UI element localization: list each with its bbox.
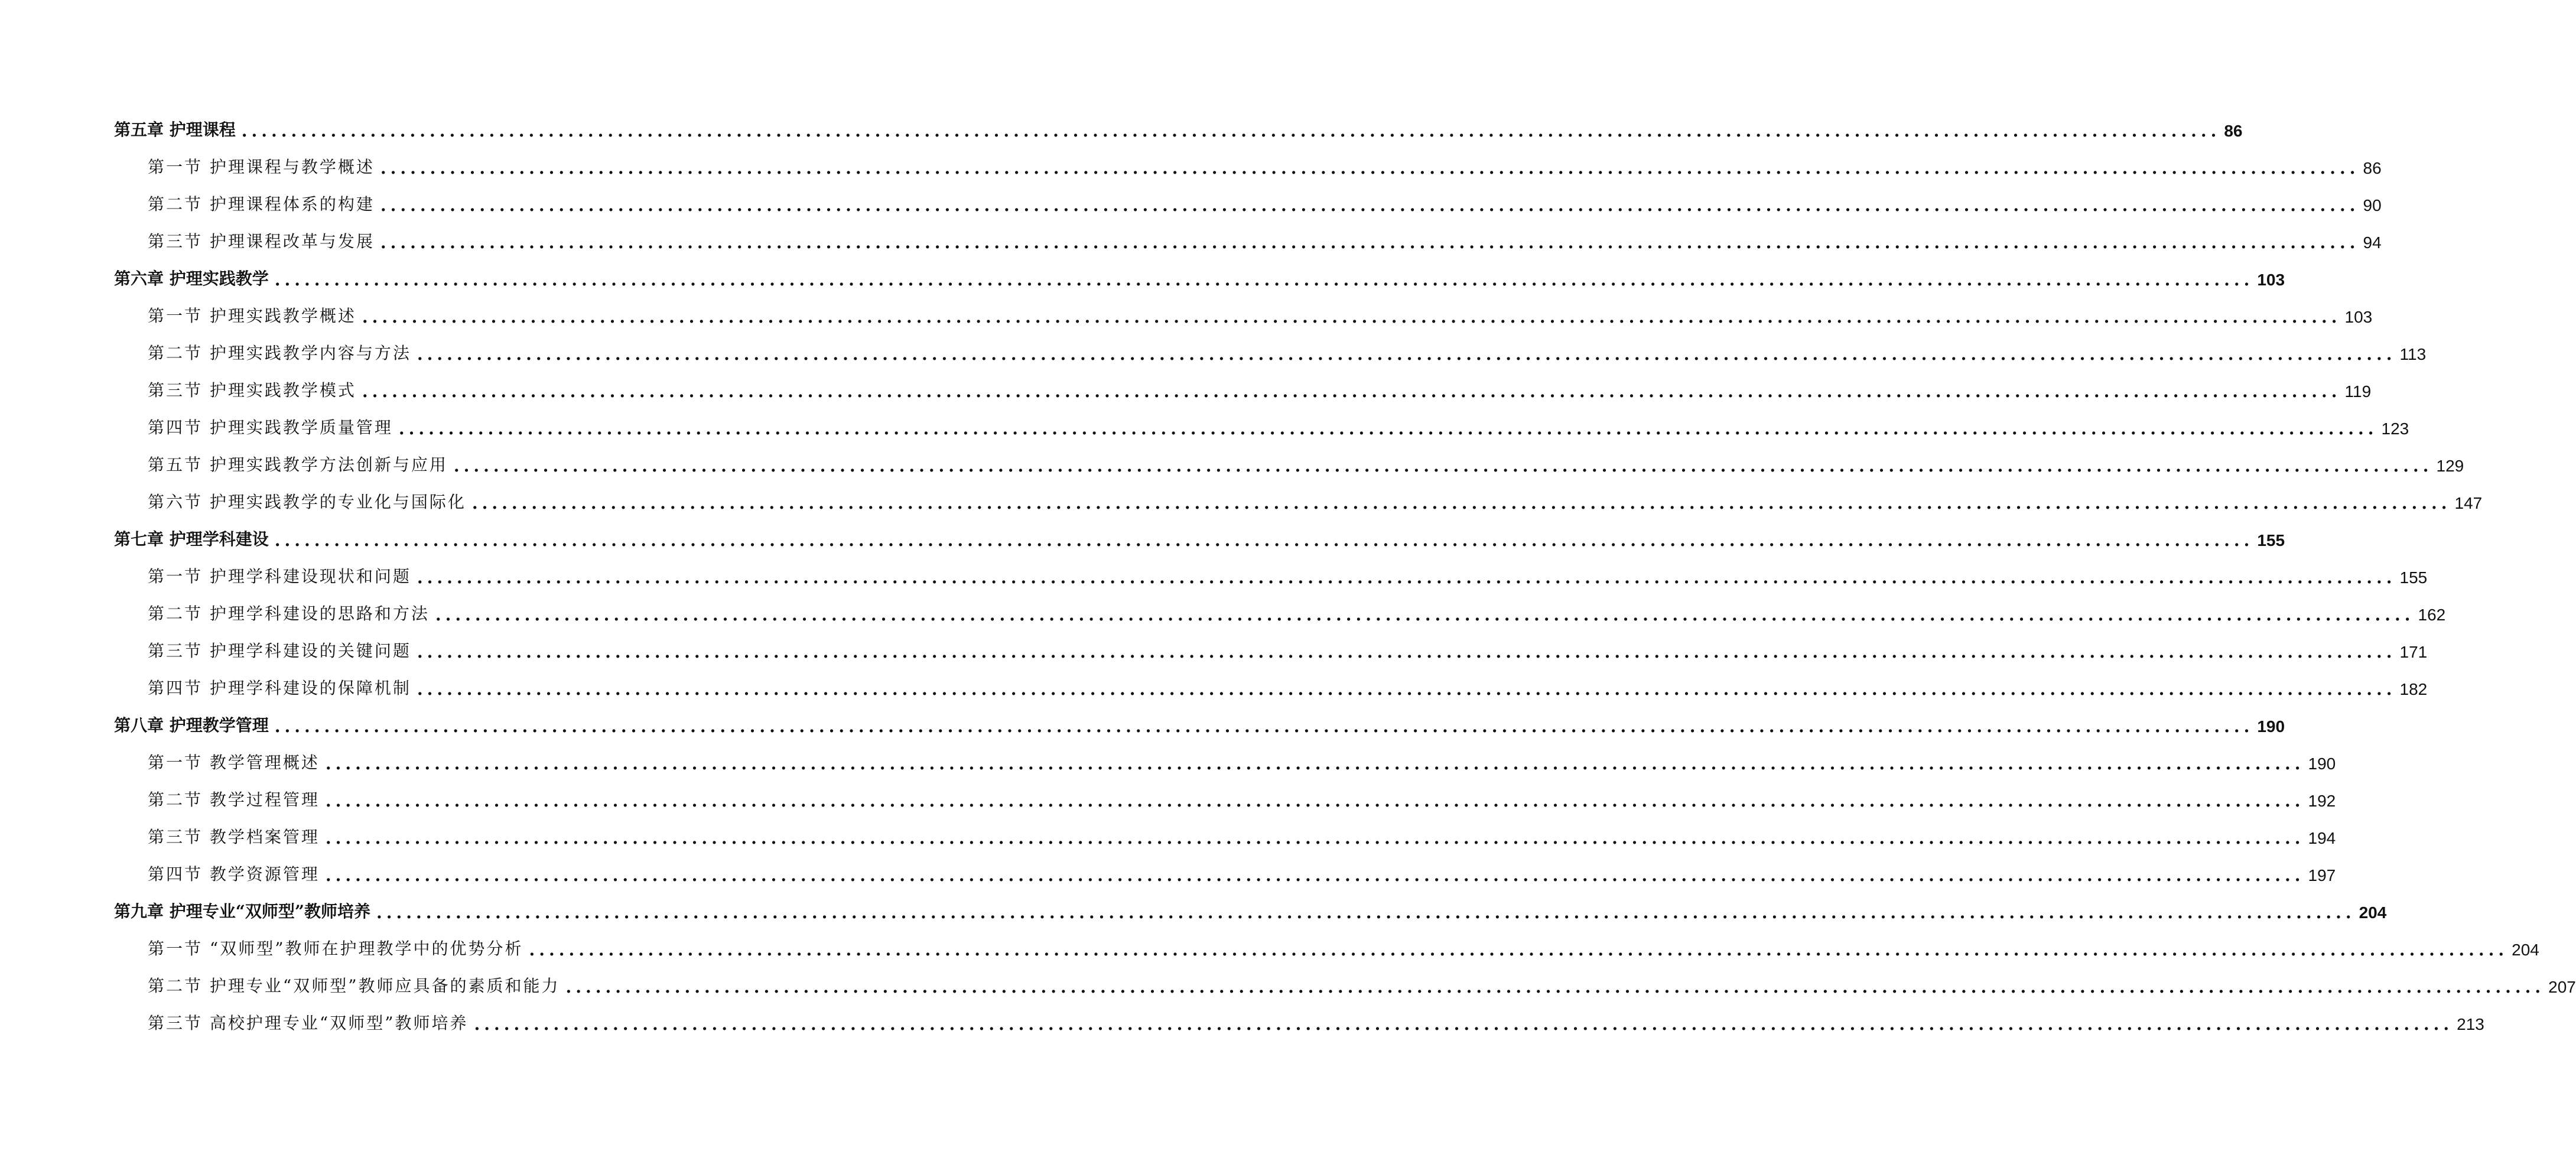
toc-leader-dots: ........................................................................................................................................................................................................ bbox=[274, 531, 2254, 550]
toc-entry-title: 第九章 护理专业“双师型”教师培养 bbox=[114, 902, 370, 921]
toc-leader-dots: ........................................................................................................................................................................................................ bbox=[380, 196, 2360, 215]
toc-entry[interactable] bbox=[0, 968, 2576, 1005]
toc-entry-title: 第三节 护理课程改革与发展 bbox=[148, 232, 375, 251]
toc-entry-title: 第四节 教学资源管理 bbox=[148, 864, 320, 884]
toc-page-number: 162 bbox=[2418, 606, 2446, 624]
toc-entry-title: 第一节 护理学科建设现状和问题 bbox=[148, 567, 411, 586]
toc-entry[interactable] bbox=[0, 893, 2387, 931]
toc-leader-dots: ........................................................................................................................................................................................................ bbox=[474, 1014, 2454, 1034]
toc-page-number: 155 bbox=[2257, 531, 2285, 549]
toc-page-number: 86 bbox=[2224, 122, 2243, 140]
toc-page-number: 147 bbox=[2454, 494, 2483, 512]
toc-entry[interactable] bbox=[0, 372, 2372, 409]
toc-entry[interactable] bbox=[0, 149, 2382, 186]
toc-leader-dots: ........................................................................................................................................................................................................ bbox=[274, 717, 2254, 736]
toc-entry-title: 第六章 护理实践教学 bbox=[114, 269, 269, 288]
toc-leader-dots: ........................................................................................................................................................................................................ bbox=[398, 419, 2378, 438]
toc-page-number: 197 bbox=[2308, 866, 2336, 884]
toc-entry-title: 第四节 护理学科建设的保障机制 bbox=[148, 678, 411, 698]
toc-entry[interactable] bbox=[0, 521, 2285, 558]
toc-page-number: 192 bbox=[2308, 792, 2336, 810]
toc-entry-title: 第三节 教学档案管理 bbox=[148, 827, 320, 847]
toc-leader-dots: ........................................................................................................................................................................................................ bbox=[325, 866, 2305, 885]
toc-page-number: 155 bbox=[2399, 568, 2428, 587]
toc-leader-dots: ........................................................................................................................................................................................................ bbox=[417, 679, 2396, 699]
table-of-contents bbox=[0, 112, 2576, 1042]
toc-page-number: 86 bbox=[2363, 159, 2382, 177]
toc-page-number: 119 bbox=[2344, 382, 2372, 401]
toc-page-number: 207 bbox=[2548, 978, 2576, 996]
toc-entry-title: 第五节 护理实践教学方法创新与应用 bbox=[148, 455, 448, 474]
toc-entry-title: 第一节 “双师型”教师在护理教学中的优势分析 bbox=[148, 939, 523, 958]
toc-entry-title: 第五章 护理课程 bbox=[114, 120, 236, 139]
toc-entry-title: 第二节 护理实践教学内容与方法 bbox=[148, 343, 411, 363]
toc-leader-dots: ........................................................................................................................................................................................................ bbox=[325, 754, 2305, 773]
toc-page-number: 113 bbox=[2399, 345, 2427, 363]
toc-entry[interactable] bbox=[0, 484, 2483, 521]
toc-page-number: 171 bbox=[2399, 643, 2428, 661]
toc-leader-dots: ........................................................................................................................................................................................................ bbox=[453, 456, 2433, 476]
toc-leader-dots: ........................................................................................................................................................................................................ bbox=[380, 158, 2360, 178]
toc-entry-title: 第八章 护理教学管理 bbox=[114, 716, 269, 735]
toc-page-number: 204 bbox=[2512, 941, 2539, 959]
toc-entry[interactable] bbox=[0, 223, 2382, 261]
toc-leader-dots: ........................................................................................................................................................................................................ bbox=[565, 977, 2545, 997]
toc-entry[interactable] bbox=[0, 335, 2427, 372]
toc-entry-title: 第七章 护理学科建设 bbox=[114, 529, 269, 549]
toc-leader-dots: ........................................................................................................................................................................................................ bbox=[362, 382, 2341, 401]
toc-entry[interactable] bbox=[0, 596, 2446, 633]
toc-leader-dots: ........................................................................................................................................................................................................ bbox=[376, 903, 2356, 922]
toc-leader-dots: ........................................................................................................................................................................................................ bbox=[325, 828, 2305, 848]
toc-entry-title: 第二节 护理专业“双师型”教师应具备的素质和能力 bbox=[148, 976, 560, 996]
toc-page-number: 204 bbox=[2359, 903, 2387, 922]
toc-entry-title: 第一节 护理课程与教学概述 bbox=[148, 157, 375, 177]
toc-entry[interactable] bbox=[0, 447, 2464, 484]
toc-entry[interactable] bbox=[0, 112, 2243, 149]
toc-leader-dots: ........................................................................................................................................................................................................ bbox=[417, 568, 2396, 587]
toc-entry[interactable] bbox=[0, 633, 2428, 670]
toc-page-number: 103 bbox=[2257, 271, 2285, 289]
toc-entry-title: 第六节 护理实践教学的专业化与国际化 bbox=[148, 492, 466, 512]
toc-leader-dots: ........................................................................................................................................................................................................ bbox=[325, 791, 2305, 811]
toc-leader-dots: ........................................................................................................................................................................................................ bbox=[362, 307, 2341, 327]
toc-leader-dots: ........................................................................................................................................................................................................ bbox=[241, 121, 2221, 141]
toc-page-number: 190 bbox=[2308, 755, 2336, 773]
toc-page-number: 103 bbox=[2344, 308, 2373, 326]
toc-page-number: 182 bbox=[2399, 680, 2428, 698]
toc-entry[interactable] bbox=[0, 558, 2428, 596]
toc-entry-title: 第二节 教学过程管理 bbox=[148, 790, 320, 809]
toc-entry[interactable] bbox=[0, 670, 2428, 707]
toc-entry[interactable] bbox=[0, 931, 2539, 968]
toc-entry-title: 第三节 高校护理专业“双师型”教师培养 bbox=[148, 1013, 469, 1033]
toc-entry[interactable] bbox=[0, 409, 2409, 447]
toc-entry-title: 第四节 护理实践教学质量管理 bbox=[148, 418, 393, 437]
toc-page-number: 90 bbox=[2363, 196, 2382, 214]
toc-entry[interactable] bbox=[0, 819, 2336, 856]
toc-entry-title: 第二节 护理学科建设的思路和方法 bbox=[148, 604, 430, 623]
toc-entry-title: 第一节 护理实践教学概述 bbox=[148, 306, 356, 326]
toc-entry[interactable] bbox=[0, 1005, 2484, 1042]
toc-leader-dots: ........................................................................................................................................................................................................ bbox=[380, 233, 2360, 252]
toc-entry[interactable] bbox=[0, 261, 2285, 298]
toc-entry[interactable] bbox=[0, 707, 2285, 744]
toc-page-number: 194 bbox=[2308, 829, 2336, 847]
toc-entry-title: 第三节 护理实践教学模式 bbox=[148, 381, 356, 400]
toc-entry[interactable] bbox=[0, 856, 2336, 893]
toc-leader-dots: ........................................................................................................................................................................................................ bbox=[417, 642, 2396, 662]
toc-leader-dots: ........................................................................................................................................................................................................ bbox=[435, 605, 2415, 625]
toc-page-number: 123 bbox=[2381, 419, 2409, 438]
toc-entry[interactable] bbox=[0, 186, 2382, 223]
toc-leader-dots: ........................................................................................................................................................................................................ bbox=[417, 344, 2396, 364]
toc-page-number: 129 bbox=[2436, 457, 2464, 475]
toc-page-number: 213 bbox=[2457, 1015, 2484, 1033]
toc-entry[interactable] bbox=[0, 744, 2336, 782]
toc-page-number: 190 bbox=[2257, 717, 2285, 736]
toc-entry-title: 第二节 护理课程体系的构建 bbox=[148, 194, 375, 214]
toc-entry-title: 第三节 护理学科建设的关键问题 bbox=[148, 641, 411, 661]
toc-leader-dots: ........................................................................................................................................................................................................ bbox=[471, 493, 2451, 513]
toc-page-number: 94 bbox=[2363, 233, 2382, 252]
toc-entry[interactable] bbox=[0, 298, 2373, 335]
toc-entry[interactable] bbox=[0, 782, 2336, 819]
toc-leader-dots: ........................................................................................................................................................................................................ bbox=[274, 270, 2254, 290]
toc-entry-title: 第一节 教学管理概述 bbox=[148, 753, 320, 772]
toc-leader-dots: ........................................................................................................................................................................................................ bbox=[529, 940, 2509, 960]
